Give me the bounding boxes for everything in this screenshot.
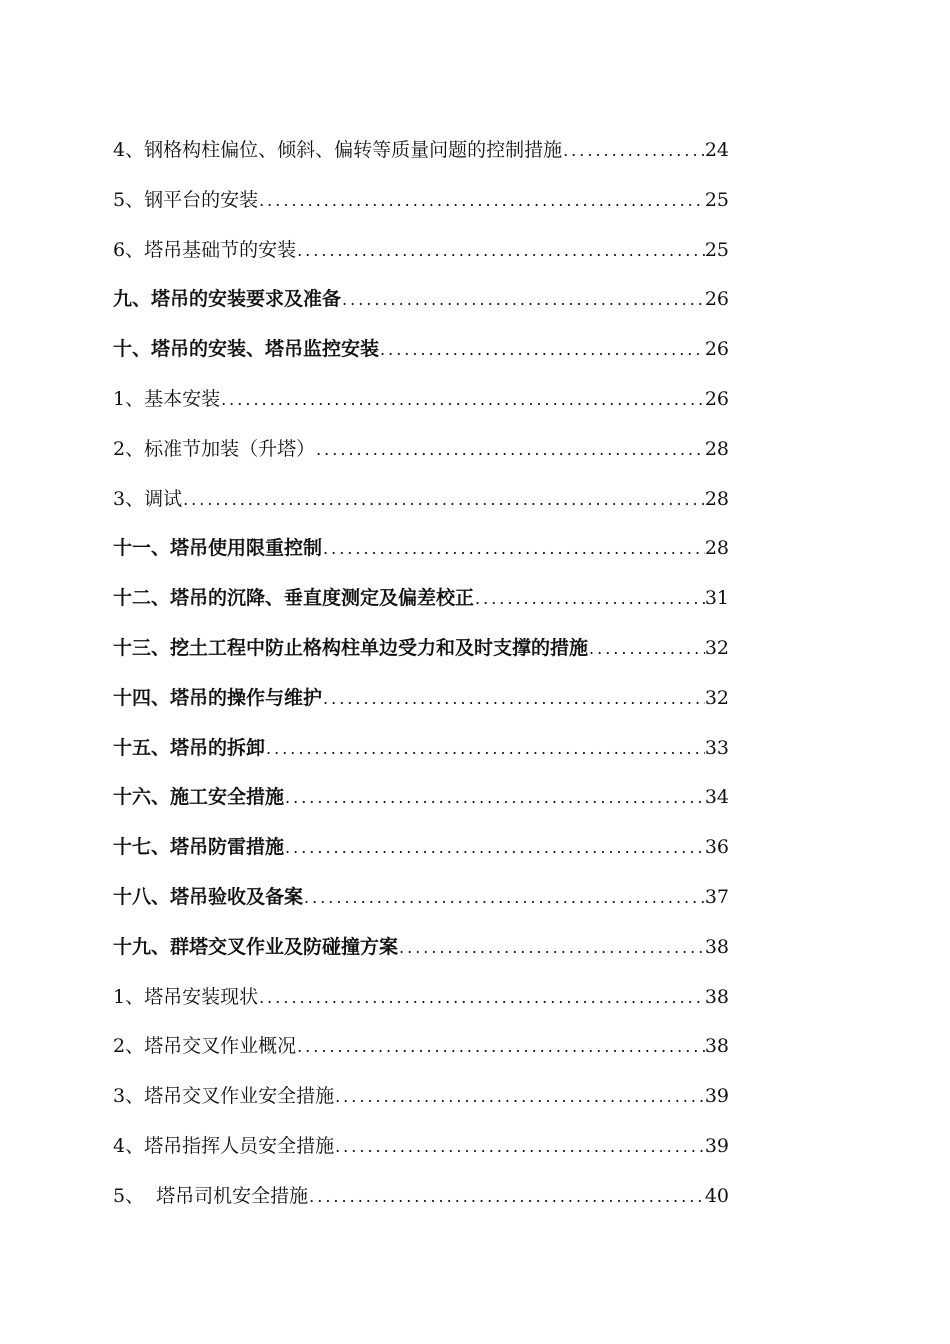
toc-entry-title: 十、塔吊的安装、塔吊监控安装	[113, 338, 380, 361]
toc-entry-title: 十一、塔吊使用限重控制	[113, 537, 323, 560]
toc-entry-title: 4、塔吊指挥人员安全措施	[113, 1134, 335, 1157]
toc-entry-title: 2、标准节加装（升塔）	[113, 437, 316, 460]
toc-entry[interactable]	[113, 574, 729, 624]
toc-entry-title: 十八、塔吊验收及备案	[113, 885, 304, 908]
toc-entry[interactable]	[113, 325, 729, 375]
toc-leader-dots	[296, 1022, 705, 1072]
toc-leader-dots	[334, 1122, 705, 1172]
toc-leader-dots	[398, 923, 705, 973]
toc-leader-dots	[334, 1072, 705, 1122]
toc-entry-page: 24	[704, 139, 729, 161]
toc-entry-page: 31	[704, 587, 729, 610]
toc-entry-page: 25	[704, 238, 729, 261]
toc-entry-page: 32	[704, 636, 729, 659]
toc-entry-title: 九、塔吊的安装要求及准备	[113, 288, 342, 311]
toc-leader-dots	[322, 674, 705, 724]
toc-entry[interactable]	[113, 973, 729, 1023]
toc-leader-dots	[379, 325, 705, 375]
toc-entry-page: 34	[704, 786, 729, 809]
toc-entry-page: 32	[704, 686, 729, 709]
toc-leader-dots	[220, 375, 705, 425]
toc-leader-dots	[474, 574, 705, 624]
toc-leader-dots	[258, 973, 705, 1023]
toc-leader-dots	[182, 475, 705, 525]
toc-entry[interactable]	[113, 923, 729, 973]
toc-entry-title: 十九、群塔交叉作业及防碰撞方案	[113, 935, 399, 958]
toc-entry-page: 37	[704, 885, 729, 908]
toc-entry-page: 26	[704, 338, 729, 361]
toc-leader-dots	[303, 873, 705, 923]
toc-leader-dots	[588, 624, 705, 674]
table-of-contents	[113, 126, 729, 1222]
toc-entry-title: 2、塔吊交叉作业概况	[113, 1035, 297, 1058]
toc-entry[interactable]	[113, 524, 729, 574]
toc-entry-page: 40	[704, 1184, 729, 1207]
toc-leader-dots	[284, 773, 705, 823]
toc-leader-dots	[315, 425, 705, 475]
toc-entry[interactable]	[113, 624, 729, 674]
toc-entry-page: 26	[704, 288, 729, 311]
toc-entry-title: 十五、塔吊的拆卸	[113, 736, 266, 759]
toc-entry-title: 4、钢格构柱偏位、倾斜、偏转等质量问题的控制措施	[113, 139, 563, 161]
toc-entry[interactable]	[113, 176, 729, 226]
toc-entry-page: 28	[704, 487, 729, 510]
toc-entry-page: 39	[704, 1134, 729, 1157]
toc-entry-title: 3、塔吊交叉作业安全措施	[113, 1085, 335, 1108]
toc-entry-page: 28	[704, 537, 729, 560]
toc-leader-dots	[341, 275, 705, 325]
toc-leader-dots	[284, 823, 705, 873]
toc-entry-title: 十六、施工安全措施	[113, 786, 285, 809]
toc-entry-title: 十二、塔吊的沉降、垂直度测定及偏差校正	[113, 587, 475, 610]
toc-leader-dots	[258, 176, 705, 226]
toc-entry[interactable]	[113, 823, 729, 873]
toc-entry-title: 5、钢平台的安装	[113, 188, 259, 211]
toc-entry-page: 39	[704, 1085, 729, 1108]
toc-entry[interactable]	[113, 475, 729, 525]
toc-leader-dots	[296, 226, 705, 276]
toc-entry-title: 3、调试	[113, 487, 183, 510]
toc-entry[interactable]	[113, 375, 729, 425]
toc-entry[interactable]	[113, 425, 729, 475]
toc-entry-page: 38	[704, 935, 729, 958]
toc-entry-title: 十七、塔吊防雷措施	[113, 836, 285, 859]
toc-entry[interactable]	[113, 873, 729, 923]
toc-entry[interactable]	[113, 773, 729, 823]
toc-entry-title: 6、塔吊基础节的安装	[113, 238, 297, 261]
toc-entry[interactable]	[113, 674, 729, 724]
toc-entry[interactable]	[113, 275, 729, 325]
toc-entry[interactable]	[113, 126, 729, 176]
toc-leader-dots	[308, 1172, 705, 1222]
toc-entry-page: 33	[704, 736, 729, 759]
toc-entry-page: 28	[704, 437, 729, 460]
toc-entry-title: 1、塔吊安装现状	[113, 985, 259, 1008]
toc-entry[interactable]	[113, 724, 729, 774]
toc-entry[interactable]	[113, 226, 729, 276]
toc-leader-dots	[562, 126, 705, 176]
toc-leader-dots	[322, 524, 705, 574]
toc-entry-title: 十三、挖土工程中防止格构柱单边受力和及时支撑的措施	[113, 636, 589, 659]
toc-entry[interactable]	[113, 1072, 729, 1122]
toc-entry[interactable]	[113, 1172, 729, 1222]
toc-entry[interactable]	[113, 1022, 729, 1072]
toc-entry-page: 38	[704, 985, 729, 1008]
toc-leader-dots	[265, 724, 705, 774]
toc-entry-page: 36	[704, 836, 729, 859]
toc-entry-title: 1、基本安装	[113, 387, 221, 410]
toc-entry-title: 十四、塔吊的操作与维护	[113, 686, 323, 709]
toc-entry-page: 26	[704, 387, 729, 410]
toc-entry-title: 5、 塔吊司机安全措施	[113, 1184, 309, 1207]
toc-entry[interactable]	[113, 1122, 729, 1172]
toc-entry-page: 25	[704, 188, 729, 211]
toc-entry-page: 38	[704, 1035, 729, 1058]
